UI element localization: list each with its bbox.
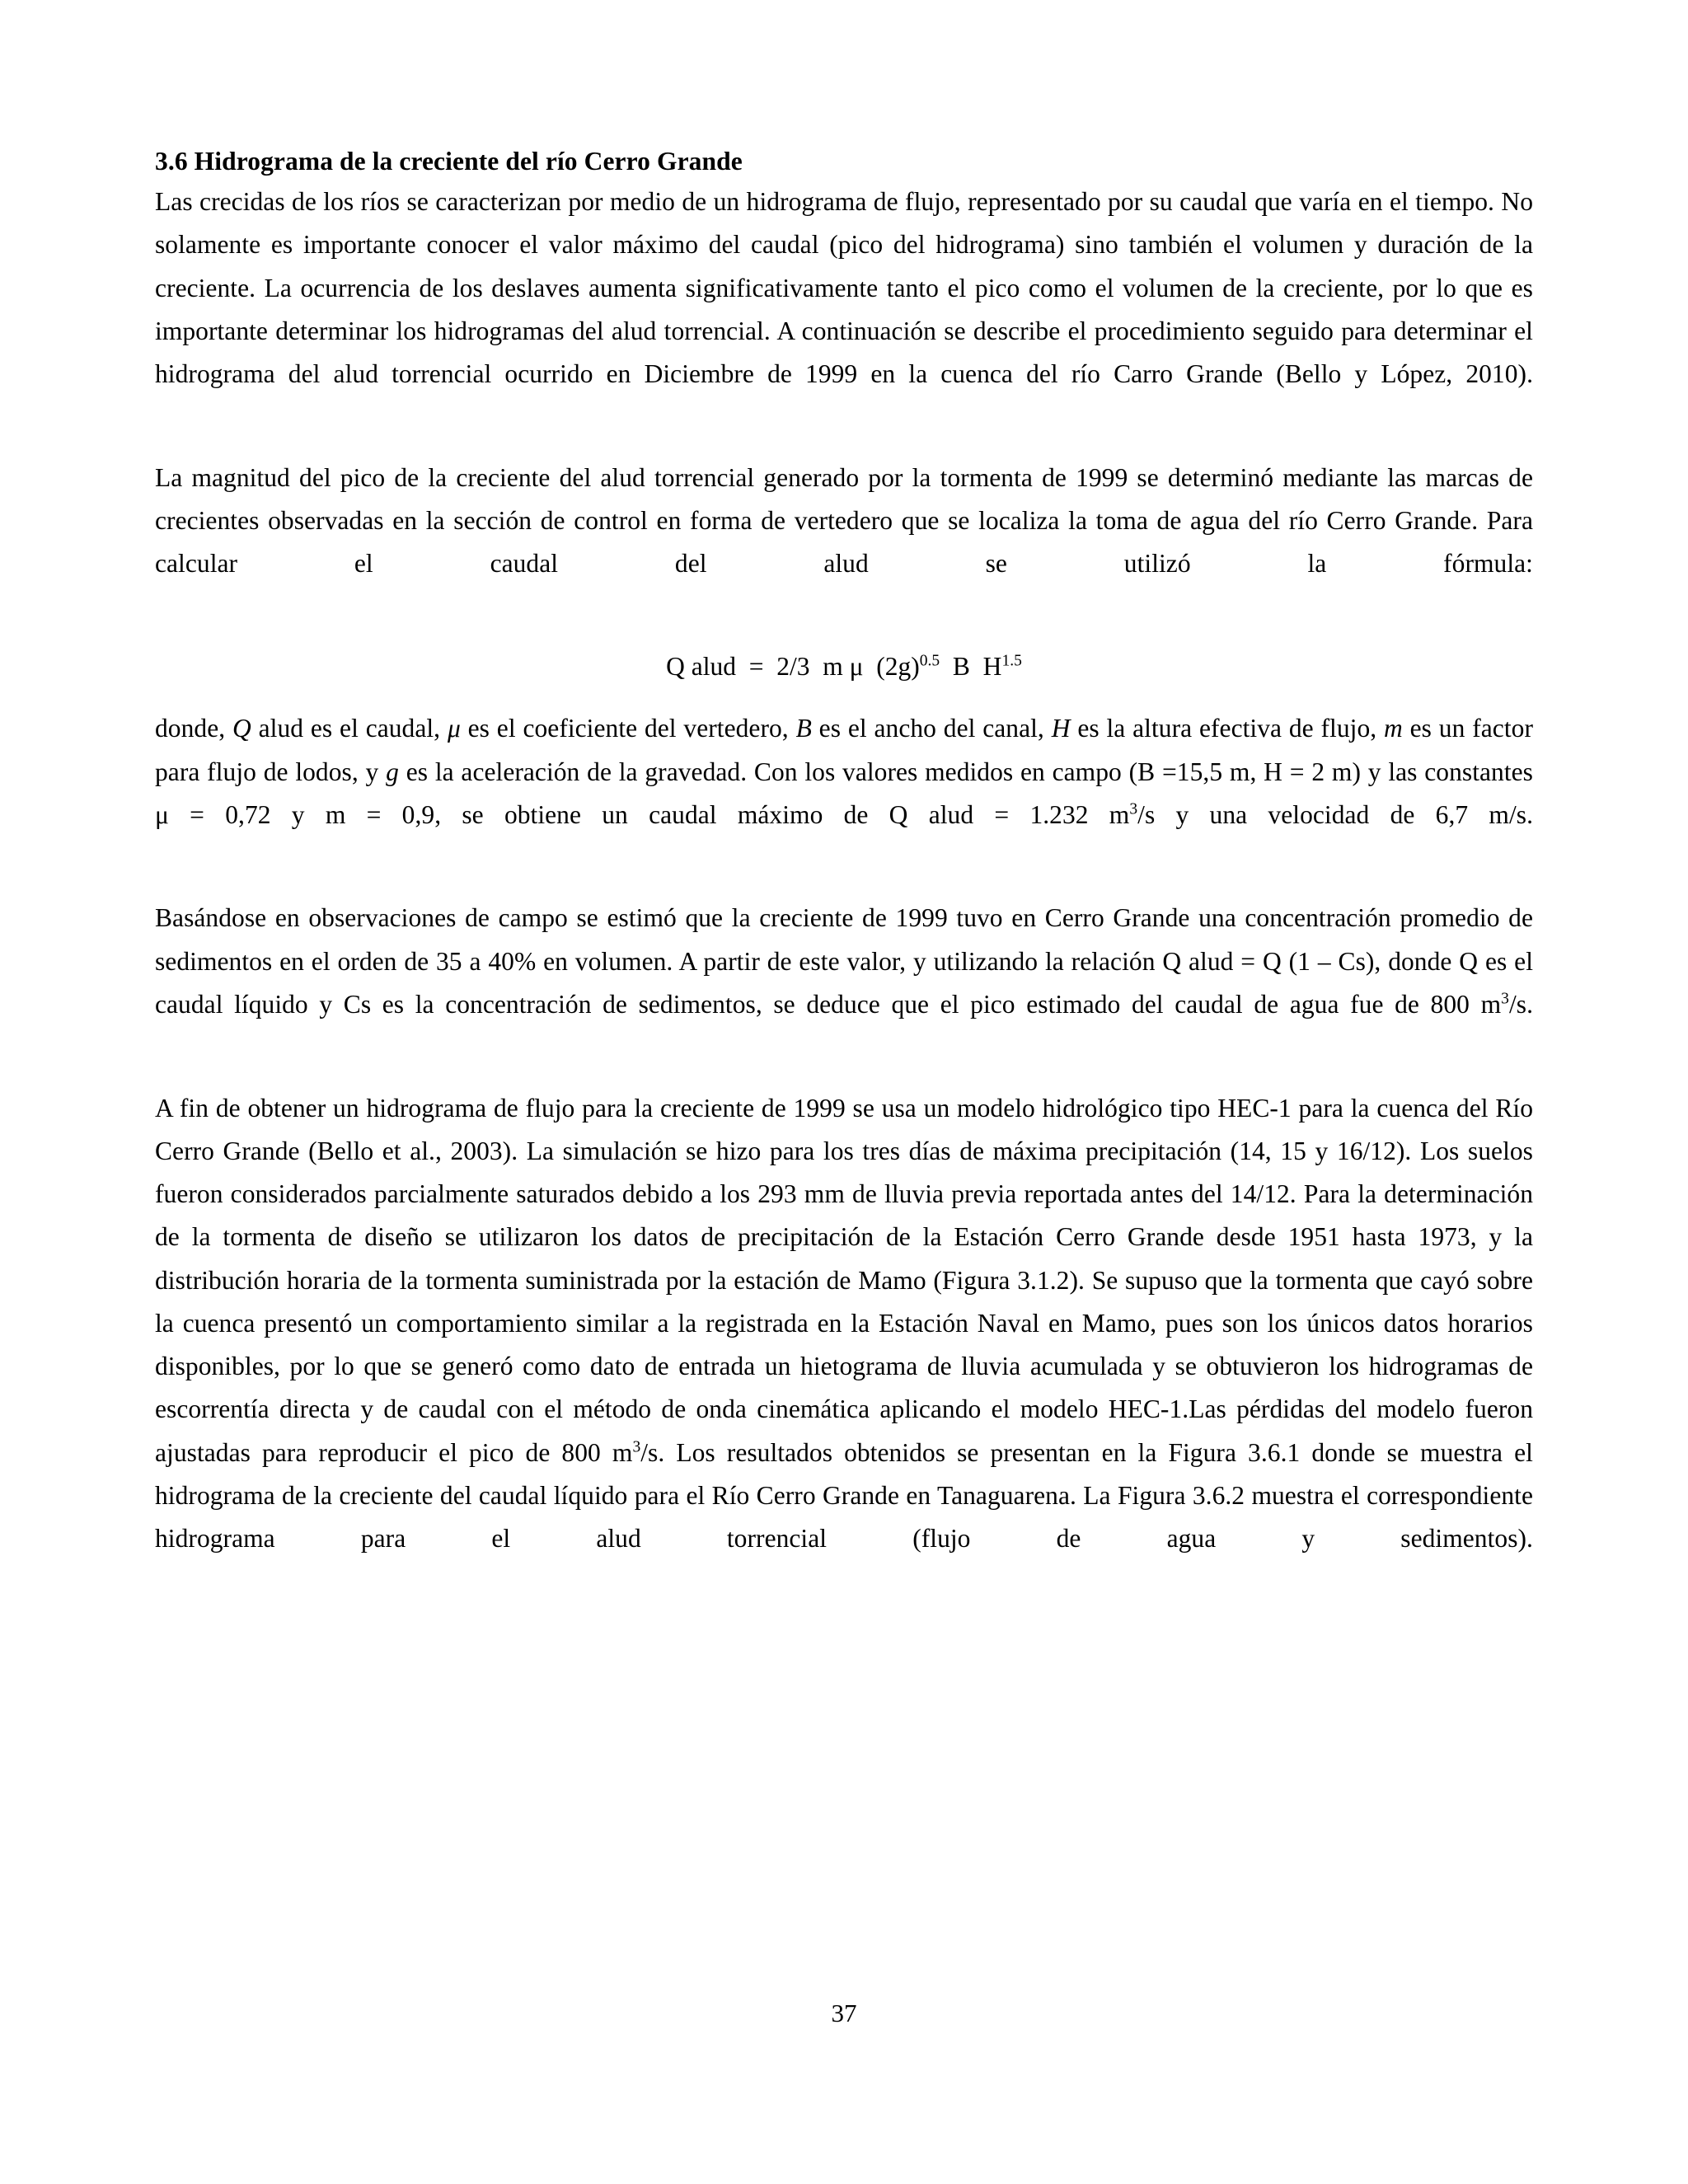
paragraph-4-text: Basándose en observaciones de campo se estimó que la creciente de 1999 tuvo en Cerro Grande una concentración promedio de sedimentos en el orden de 35 a 40% en volumen. A partir de este valor, y utilizando la relación Q alud = Q (1 – Cs), donde Q es el caudal líquido y Cs es la concentración de sedimentos, se deduce que el pico estimado del caudal de agua fue de 800 m	[155, 903, 1533, 1019]
paragraph-4-tail: /s.	[1508, 989, 1533, 1019]
def-seg-2: alud es el caudal,	[251, 714, 448, 743]
variable-mu: μ	[447, 714, 461, 743]
paragraph-5-text: A fin de obtener un hidrograma de flujo para la creciente de 1999 se usa un modelo hidrológico tipo HEC-1 para la cuenca del Río Cerro Grande (Bello et al., 2003). La simulación se hizo para los tres días de máxima precipitación (14, 15 y 16/12). Los suelos fueron considerados parcialmente saturados debido a los 293 mm de lluvia previa reportada antes del 14/12. Para la determinación de la tormenta de diseño se utilizaron los datos de precipitación de la Estación Cerro Grande desde 1951 hasta 1973, y la distribución horaria de la tormenta suministrada por la estación de Mamo (Figura 3.1.2). Se supuso que la tormenta que cayó sobre la cuenca presentó un comportamiento similar a la registrada en la Estación Naval en Mamo, pues son los únicos datos horarios disponibles, por lo que se generó como dato de entrada un hietograma de lluvia acumulada y se obtuvieron los hidrogramas de escorrentía directa y de caudal con el método de onda cinemática aplicando el modelo HEC-1.Las pérdidas del modelo fueron ajustadas para reproducir el pico de 800 m	[155, 1093, 1533, 1467]
paragraph-5-tail: /s. Los resultados obtenidos se presentan en la Figura 3.6.1 donde se muestra el hidrograma de la creciente del caudal líquido para el Río Cerro Grande en Tanaguarena. La Figura 3.6.2 muestra el correspondiente hidrograma para el alud torrencial (flujo de agua y sedimentos).	[155, 1437, 1533, 1554]
page-number: 37	[831, 1999, 857, 2027]
section-heading: 3.6 Hidrograma de la creciente del río Cerro Grande	[155, 147, 743, 176]
variable-m: m	[1384, 714, 1403, 743]
superscript-cubic-meters-3: 3	[632, 1438, 641, 1456]
def-seg-5: es la altura efectiva de flujo,	[1070, 714, 1385, 743]
def-seg-7: es la aceleración de la gravedad. Con los valores medidos en campo (B =15,5 m, H = 2 m) y las constantes μ = 0,72 y m = 0,9, se obtiene un caudal máximo de Q alud = 1.232 m	[155, 757, 1533, 829]
paragraph-5	[155, 1087, 1533, 1604]
variable-g: g	[386, 757, 399, 786]
formula-q-alud	[155, 647, 1533, 686]
paragraph-3-definitions	[155, 707, 1533, 879]
paragraph-2: La magnitud del pico de la creciente del alud torrencial generado por la tormenta de 1999 se determinó mediante las marcas de crecientes observadas en la sección de control en forma de vertedero que se localiza la toma de agua del río Cerro Grande. Para calcular el caudal del alud se utilizó la fórmula:	[155, 462, 1533, 579]
formula-lhs: Q alud = 2/3 m μ (2g)	[666, 652, 920, 682]
def-seg-1: donde,	[155, 714, 232, 743]
page-content	[155, 144, 1533, 1621]
variable-h: H	[1051, 714, 1071, 743]
def-seg-3: es el coeficiente del vertedero,	[460, 714, 796, 743]
superscript-cubic-meters-2: 3	[1501, 990, 1509, 1008]
formula-exponent-one-five: 1.5	[1001, 652, 1022, 670]
paragraph-4	[155, 897, 1533, 1069]
formula-exponent-half: 0.5	[919, 652, 940, 670]
variable-q: Q	[232, 714, 251, 743]
def-seg-6: es un factor para flujo de lodos, y	[155, 714, 1533, 786]
def-seg-4: es el ancho del canal,	[811, 714, 1052, 743]
paragraph-1: Las crecidas de los ríos se caracterizan por medio de un hidrograma de flujo, representado por su caudal que varía en el tiempo. No solamente es importante conocer el valor máximo del caudal (pico del hidrograma) sino también el volumen y duración de la creciente. La ocurrencia de los deslaves aumenta significativamente tanto el pico como el volumen de la creciente, por lo que es importante determinar los hidrogramas del alud torrencial. A continuación se describe el procedimiento seguido para determinar el hidrograma del alud torrencial ocurrido en Diciembre de 1999 en la cuenca del río Carro Grande (Bello y López, 2010).	[155, 187, 1533, 389]
superscript-cubic-meters-1: 3	[1129, 800, 1138, 818]
formula-mid: B H	[940, 652, 1002, 682]
def-seg-8: /s y una velocidad de 6,7 m/s.	[1137, 799, 1533, 829]
variable-b: B	[795, 714, 812, 743]
